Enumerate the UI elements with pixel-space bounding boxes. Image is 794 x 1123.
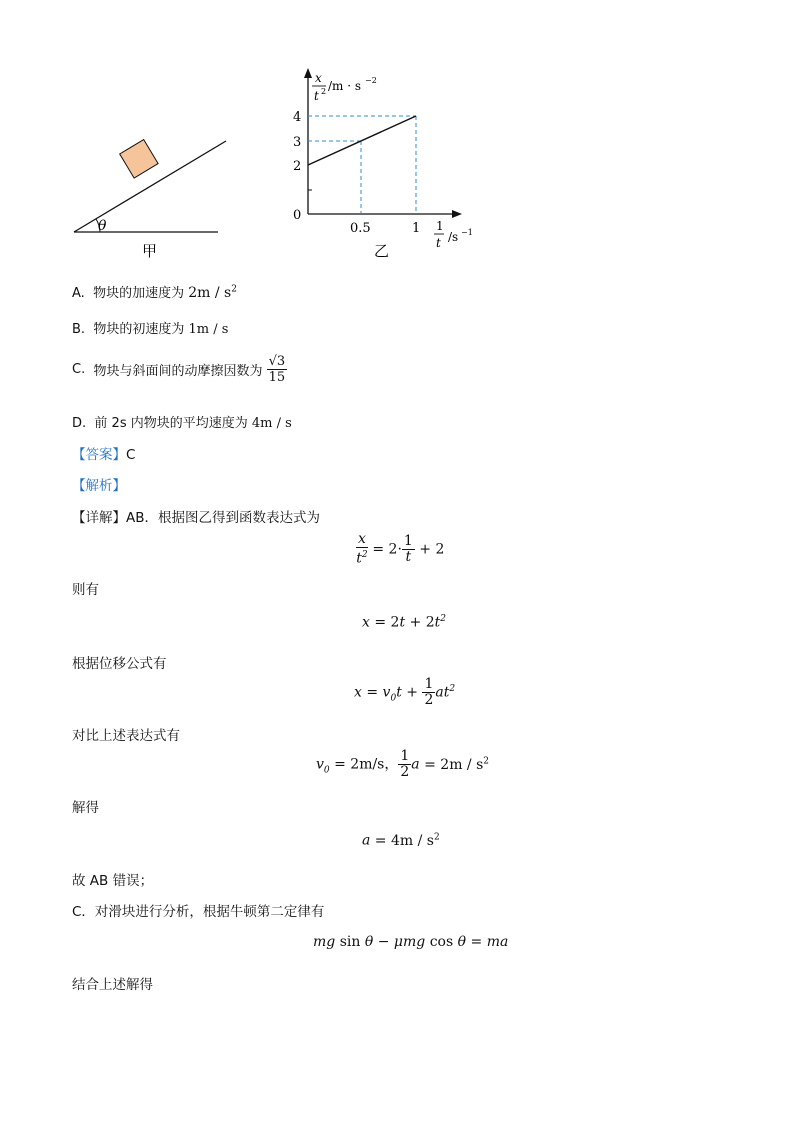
svg-text:/s: /s	[448, 230, 459, 244]
answer-label: 【答案】	[72, 447, 126, 463]
equation-6: mg sin θ − μmg cos θ = ma	[313, 934, 509, 950]
detail-line-4: 对比上述表达式有	[72, 728, 180, 744]
equation-4: $v_0 = 2m/s$， $\frac{1}{2}$ $a = 2m / s^2$	[316, 748, 490, 780]
option-d-value: 4m / s	[251, 416, 292, 431]
incline-figure	[74, 140, 226, 260]
detail-line-1: 【详解】AB．根据图乙得到函数表达式为	[72, 510, 320, 526]
angle-label: θ	[98, 218, 107, 234]
analysis-label: 【解析】	[72, 478, 126, 494]
y-tick-0: 0	[293, 208, 302, 223]
y-tick-2: 2	[293, 159, 302, 174]
detail-label: 【详解】	[72, 510, 126, 526]
option-a-value: 2m / s	[188, 285, 232, 301]
x-axis-label	[434, 219, 473, 250]
option-b-value: 1m / s	[188, 322, 229, 337]
detail-line-8: 结合上述解得	[72, 977, 153, 993]
svg-text:t: t	[314, 89, 319, 103]
block-shape	[120, 140, 158, 178]
analysis-line	[72, 474, 126, 494]
option-c[interactable]: C. 物块与斜面间的动摩擦因数为 $\frac{√3}{15}$	[72, 354, 286, 385]
svg-text:−1: −1	[461, 228, 473, 237]
svg-text:−2: −2	[365, 76, 377, 85]
answer-line	[72, 443, 135, 463]
svg-text:x: x	[315, 71, 322, 85]
svg-text:2: 2	[321, 87, 327, 96]
equation-3: $x = v_0t$ + $\frac{1}{2}$ $at^2$	[354, 676, 456, 708]
detail-line-2: 则有	[72, 582, 99, 598]
figure-jia-label: 甲	[142, 242, 158, 260]
answer-value: C	[126, 447, 136, 463]
svg-text:/m · s: /m · s	[328, 79, 362, 93]
option-d[interactable]: D. 前 2s 内物块的平均速度为 4m / s	[72, 416, 292, 431]
detail-line-3: 根据位移公式有	[72, 656, 167, 672]
detail-line-7: C．对滑块进行分析，根据牛顿第二定律有	[72, 904, 325, 920]
graph-figure	[293, 68, 473, 260]
figure-yi-label: 乙	[374, 242, 390, 260]
equation-5: $a = 4m / s^2$	[362, 832, 440, 849]
y-tick-4: 4	[293, 110, 302, 125]
svg-text:t: t	[436, 236, 441, 250]
y-tick-3: 3	[293, 135, 302, 150]
detail-line-6: 故 AB 错误；	[72, 873, 154, 889]
option-a[interactable]: A. 物块的加速度为 $2m / s^2$	[72, 284, 237, 301]
y-axis-label	[312, 71, 377, 103]
x-tick-1: 1	[412, 221, 421, 236]
equation-1: $\frac{x}{t^2}$ = 2· $\frac{1}{t}$ + 2	[356, 531, 445, 567]
detail-line-5: 解得	[72, 800, 99, 816]
figure-area	[60, 60, 480, 270]
option-b[interactable]: B. 物块的初速度为 1m / s	[72, 322, 229, 337]
x-tick-0.5: 0.5	[350, 221, 371, 236]
svg-text:1: 1	[436, 219, 444, 233]
equation-2: $x = 2t + 2t^2$	[362, 614, 447, 631]
option-c-fraction: $\frac{√3}{15}$	[268, 354, 286, 385]
